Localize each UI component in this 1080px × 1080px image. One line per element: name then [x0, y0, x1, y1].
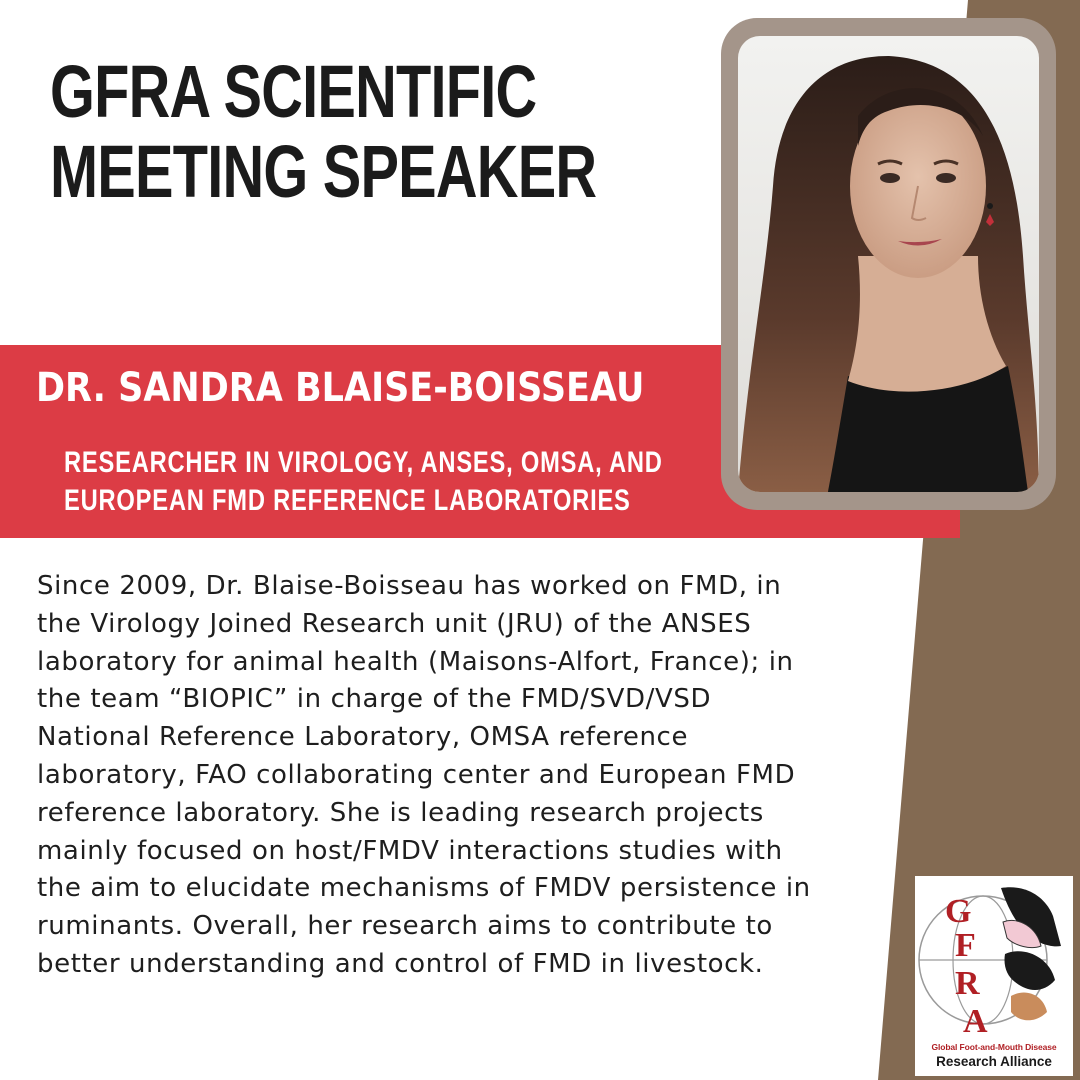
speaker-portrait-photo [738, 36, 1039, 492]
bio-line: laboratory, FAO collaborating center and European FMD [37, 759, 796, 790]
speaker-photo-frame [721, 18, 1056, 510]
bio-line: the aim to elucidate mechanisms of FMDV persistence in [37, 873, 811, 904]
bio-line: the team “BIOPIC” in charge of the FMD/SVD/VSD [37, 684, 712, 715]
bio-line: ruminants. Overall, her research aims to contribute to [37, 911, 773, 942]
title-line-1: GFRA SCIENTIFIC [50, 50, 537, 133]
bio-line: the Virology Joined Research unit (JRU) of the ANSES [37, 608, 752, 639]
gfra-logo-icon [915, 876, 1073, 1042]
bio-line: better understanding and control of FMD in livestock. [37, 948, 764, 979]
logo-subtitle-line-2: Research Alliance [936, 1054, 1052, 1069]
gfra-logo [915, 876, 1073, 1076]
logo-letter-f: F [955, 927, 976, 964]
speaker-role-line-1: RESEARCHER IN VIROLOGY, ANSES, OMSA, AND [64, 446, 663, 479]
title-line-2: MEETING SPEAKER [50, 130, 597, 213]
page-title [50, 52, 596, 212]
speaker-portrait-icon [738, 36, 1039, 492]
speaker-bio [37, 568, 917, 984]
bio-line: mainly focused on host/FMDV interactions studies with [37, 835, 783, 866]
speaker-role [64, 444, 663, 520]
bio-line: reference laboratory. She is leading research projects [37, 797, 764, 828]
bio-line: laboratory for animal health (Maisons-Alfort, France); in [37, 646, 794, 677]
bio-line: National Reference Laboratory, OMSA reference [37, 722, 689, 753]
bio-line: Since 2009, Dr. Blaise-Boisseau has worked on FMD, in [37, 571, 782, 601]
logo-letter-a: A [963, 1003, 988, 1040]
logo-letter-g: G [945, 893, 972, 930]
speaker-name: DR. SANDRA BLAISE-BOISSEAU [36, 365, 645, 411]
logo-subtitle-line-1: Global Foot-and-Mouth Disease [931, 1042, 1057, 1052]
logo-letter-r: R [955, 965, 980, 1002]
speaker-role-line-2: EUROPEAN FMD REFERENCE LABORATORIES [64, 484, 631, 517]
